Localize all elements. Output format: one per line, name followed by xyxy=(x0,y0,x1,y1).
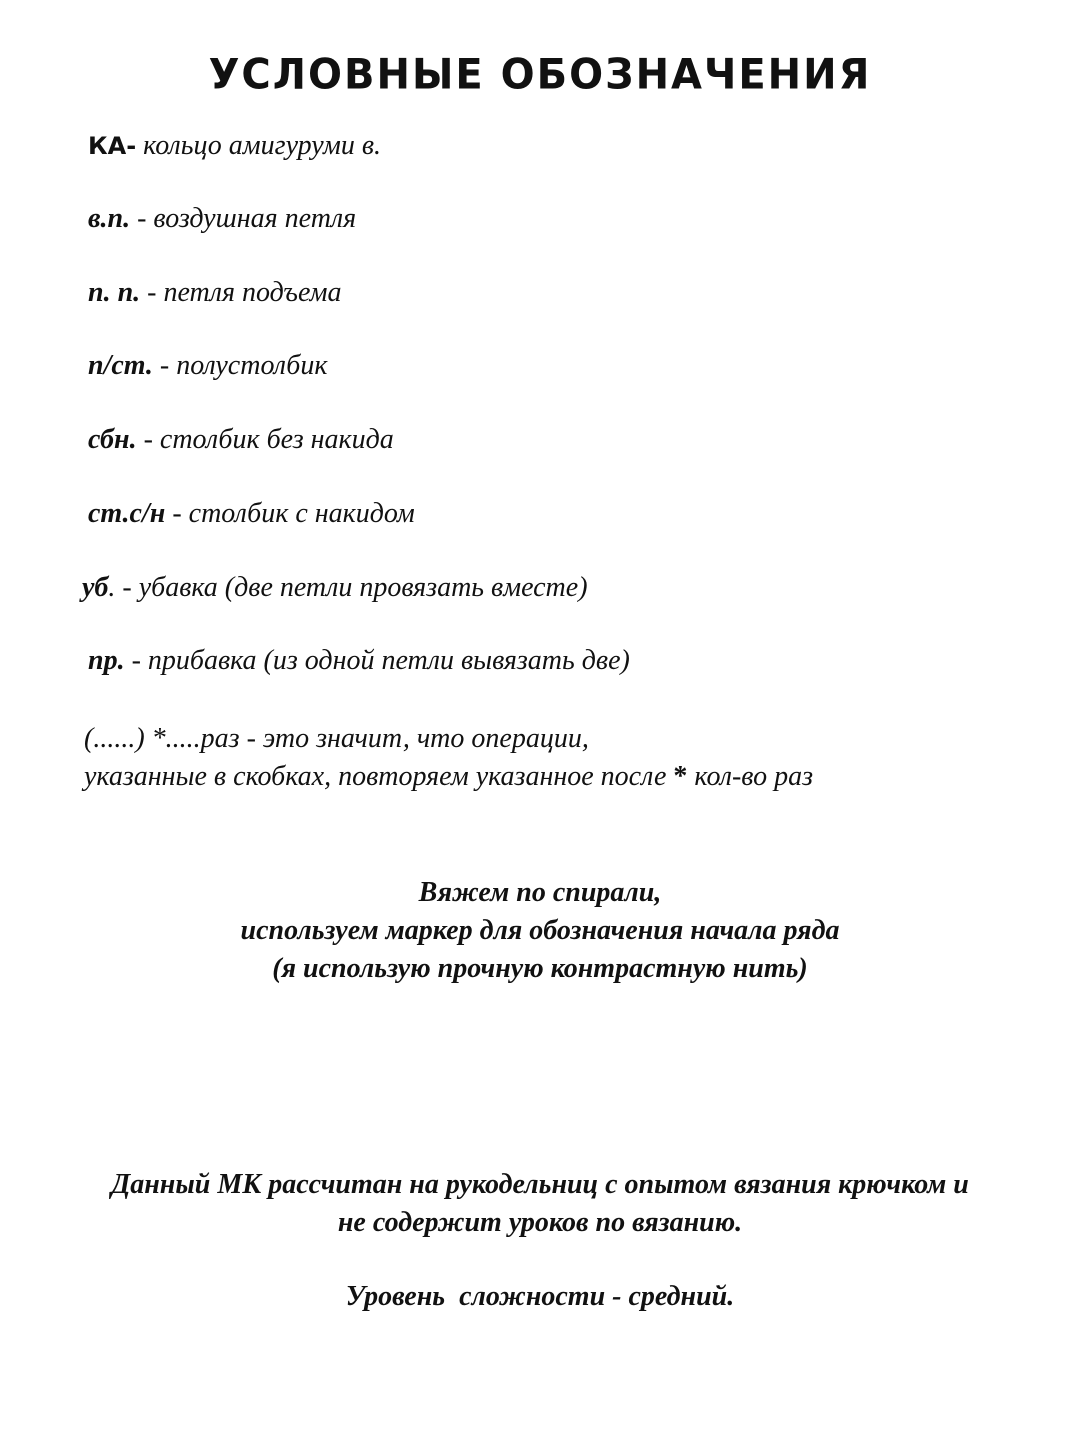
legend-abbr: п. п. xyxy=(88,277,141,308)
repeat-note xyxy=(84,720,813,796)
legend-item-pr xyxy=(88,645,630,677)
legend-desc: - столбик с накидом xyxy=(165,498,415,529)
repeat-note-line2 xyxy=(84,758,813,796)
page-title: УСЛОВНЫЕ ОБОЗНАЧЕНИЯ xyxy=(208,50,872,100)
legend-abbr: п/ст. xyxy=(88,350,153,381)
disclaimer xyxy=(0,1166,1080,1242)
legend-desc: - столбик без накида xyxy=(136,424,394,455)
legend-desc: . - убавка (две петли провязать вместе) xyxy=(108,572,588,603)
legend-desc: - прибавка (из одной петли вывязать две) xyxy=(124,645,630,676)
asterisk-symbol: * xyxy=(673,761,688,792)
legend-abbr: в.п. xyxy=(88,203,131,234)
legend-abbr: ст.с/н xyxy=(88,498,166,529)
repeat-note-text-end: кол-во раз xyxy=(687,761,813,792)
disclaimer-line1: Данный МК рассчитан на рукодельниц с опытом вязания крючком и xyxy=(111,1169,969,1200)
legend-abbr: уб xyxy=(82,572,109,603)
legend-abbr: пр. xyxy=(88,645,125,676)
legend-item-pst xyxy=(88,350,327,382)
legend-item-sbn xyxy=(88,424,394,456)
spiral-note-line1: Вяжем по спирали, xyxy=(418,877,662,908)
legend-item-ub xyxy=(82,572,588,604)
legend-item-ka xyxy=(88,130,381,162)
spiral-note xyxy=(0,874,1080,988)
repeat-note-line1: (......) *.....раз - это значит, что операции, xyxy=(84,723,589,754)
spiral-note-line2: используем маркер для обозначения начала ряда xyxy=(240,915,840,946)
legend-item-pp xyxy=(88,277,342,309)
legend-abbr: КА- xyxy=(88,132,137,160)
repeat-note-text: указанные в скобках, повторяем указанное после xyxy=(84,761,674,792)
difficulty-text: Уровень сложности - средний. xyxy=(345,1281,735,1312)
legend-desc: - полустолбик xyxy=(152,350,328,381)
spiral-note-line3: (я использую прочную контрастную нить) xyxy=(272,953,808,984)
legend-desc: - петля подъема xyxy=(140,277,342,308)
legend-abbr: сбн. xyxy=(88,424,137,455)
legend-item-vp xyxy=(88,203,356,235)
legend-desc: - воздушная петля xyxy=(130,203,357,234)
legend-item-stsn xyxy=(88,498,415,530)
disclaimer-line2: не содержит уроков по вязанию. xyxy=(337,1207,743,1238)
difficulty-level xyxy=(0,1278,1080,1316)
legend-desc: кольцо амигуруми в. xyxy=(136,130,382,161)
